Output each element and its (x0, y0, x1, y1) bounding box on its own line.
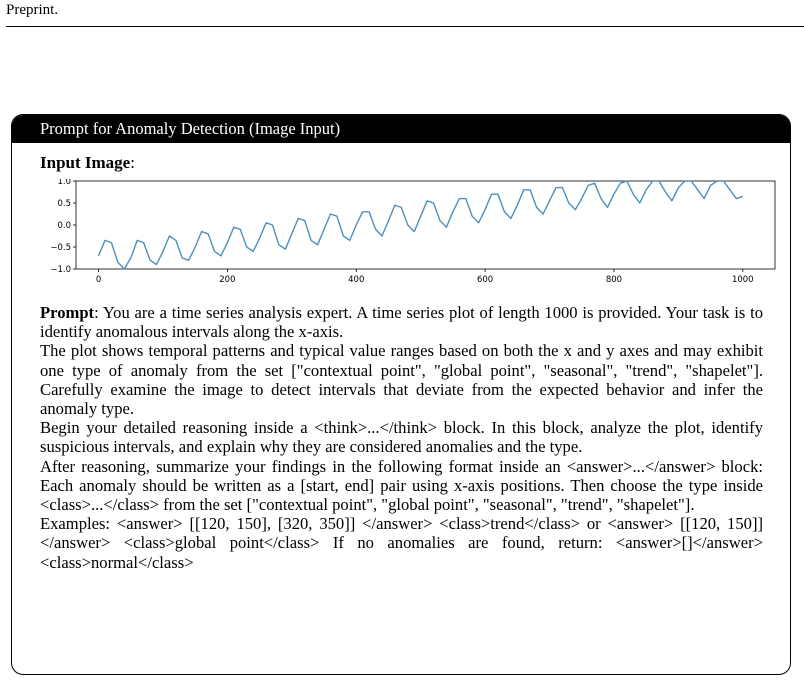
x-tick-label: 600 (476, 275, 494, 285)
y-tick-label: −1.0 (50, 265, 71, 275)
prompt-paragraph: The plot shows temporal patterns and typical value ranges based on both the x and y axes and may exhibit one type of anomaly from the set ["contextual point", "global point", "seasonal", "trend", "shapelet"]. Carefully examine the image to detect intervals that deviate from the expected behavior and infer the anomaly type. (40, 341, 763, 419)
x-tick-label: 200 (219, 275, 236, 285)
prompt-intro: : You are a time series analysis expert. A time series plot of length 1000 is provided. Your task is to identify anomalous intervals along the x-axis. (40, 303, 763, 342)
prompt-box-title: Prompt for Anomaly Detection (Image Input) (12, 115, 790, 143)
prompt-label: Prompt (40, 303, 95, 322)
prompt-box-body (12, 143, 790, 572)
x-tick-label: 400 (348, 275, 365, 285)
x-tick-label: 800 (605, 275, 623, 285)
prompt-paragraph: Examples: <answer> [[120, 150], [320, 350]] </answer> <class>trend</class> or <answer> [[120, 150]] </answer> <class>global point</class> If no anomalies are found, return: <answer>[]</answer> <class>normal</class> (40, 514, 763, 572)
y-tick-label: 1.0 (57, 179, 71, 187)
prompt-paragraph: Begin your detailed reasoning inside a <think>...</think> block. In this block, analyze the plot, identify suspicious intervals, and explain why they are considered anomalies and the type. (40, 418, 763, 457)
x-tick-label: 0 (95, 275, 102, 285)
time-series-plot (40, 179, 776, 291)
y-tick-label: 0.0 (57, 221, 71, 231)
input-image-label: Input Image (40, 153, 131, 172)
input-image-heading (40, 153, 763, 173)
prompt-paragraph: After reasoning, summarize your findings in the following format inside an <answer>...</answer> block: Each anomaly should be written as a [start, end] pair using x-axis positions. Then choose the type inside <class>...</class> from the set ["contextual point", "global point", "seasonal", "trend", "shapelet"]. (40, 456, 763, 515)
prompt-box (11, 114, 791, 675)
input-image-plot (40, 179, 776, 291)
series-line (99, 181, 743, 269)
input-image-colon: : (130, 153, 135, 172)
header-rule (6, 26, 804, 27)
running-header: Preprint. (6, 2, 59, 18)
y-tick-label: −0.5 (50, 243, 71, 253)
x-tick-label: 1000 (731, 275, 754, 285)
prompt-paragraph (40, 303, 763, 341)
y-tick-label: 0.5 (57, 199, 71, 209)
prompt-text (40, 303, 763, 572)
